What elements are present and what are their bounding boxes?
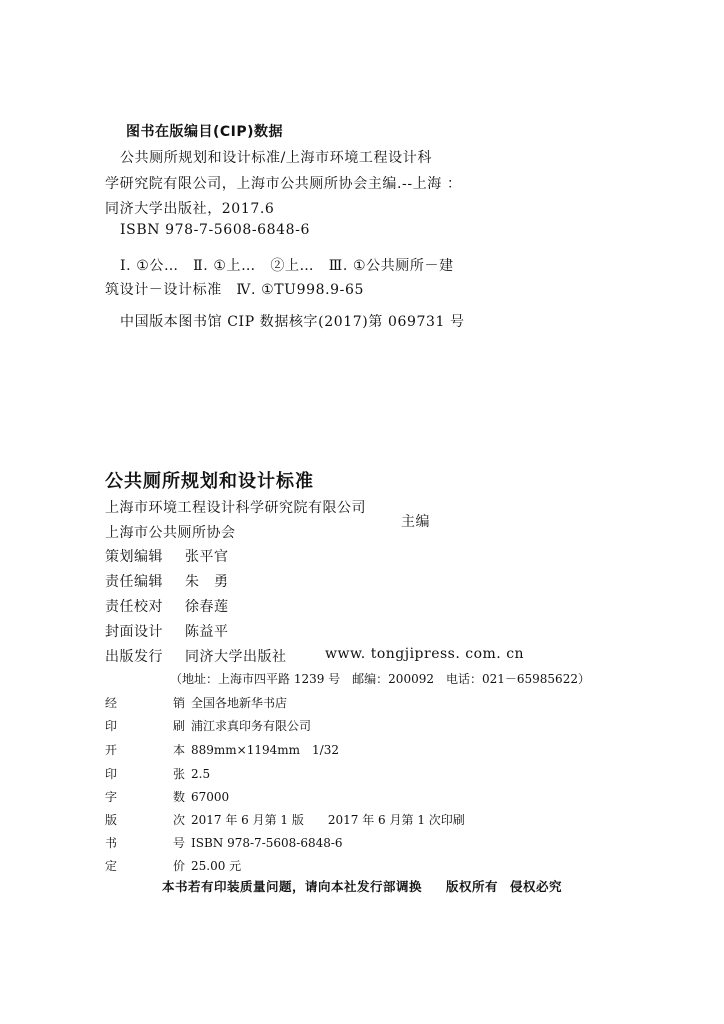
publisher-row — [105, 646, 287, 666]
spec-label-2: 本 — [173, 743, 186, 757]
publisher-label: 出版发行 — [105, 649, 163, 665]
spec-row — [105, 834, 343, 851]
credit-row — [105, 596, 229, 616]
spec-value: 全国各地新华书店 — [191, 696, 288, 710]
spec-label-1: 印 — [105, 767, 118, 781]
editor-1: 上海市环境工程设计科学研究院有限公司 — [105, 500, 366, 516]
publisher-address: （地址：上海市四平路 1239 号 邮编：200092 电话：021－65985622） — [170, 672, 590, 686]
spec-row — [105, 741, 339, 758]
publisher-website: www. tongjipress. com. cn — [325, 646, 525, 662]
cip-line-2: 学研究院有限公司，上海市公共厕所协会主编.--上海 ： — [105, 176, 462, 192]
spec-label-2: 价 — [173, 859, 186, 873]
spec-label-1: 开 — [105, 743, 118, 757]
credit-label: 责任校对 — [105, 599, 163, 615]
spec-label-1: 字 — [105, 790, 118, 804]
credit-value: 陈益平 — [185, 624, 229, 640]
spec-row — [105, 811, 465, 828]
cip-line-6: 筑设计－设计标准 Ⅳ. ①TU998.9-65 — [105, 282, 364, 298]
publisher-name: 同济大学出版社 — [185, 649, 287, 665]
book-title: 公共厕所规划和设计标准 — [105, 471, 314, 492]
credit-label: 责任编辑 — [105, 574, 163, 590]
spec-label-1: 版 — [105, 813, 118, 827]
cip-number-line: 中国版本图书馆 CIP 数据核字(2017)第 069731 号 — [120, 314, 465, 330]
credit-row — [105, 571, 229, 591]
spec-label-2: 次 — [173, 813, 186, 827]
spec-row — [105, 694, 287, 711]
rights-reserved: 版权所有 — [446, 879, 499, 894]
cip-line-3: 同济大学出版社，2017.6 — [105, 201, 275, 217]
spec-label-2: 号 — [173, 836, 186, 850]
credit-value: 朱 勇 — [185, 574, 229, 590]
spec-row — [105, 788, 229, 805]
credit-row — [105, 621, 229, 641]
spec-label-2: 数 — [173, 790, 186, 804]
spec-value: 67000 — [191, 790, 230, 804]
cip-heading: 图书在版编目(CIP)数据 — [126, 124, 284, 140]
spec-label-1: 经 — [105, 696, 118, 710]
spec-value: 2.5 — [191, 767, 211, 781]
spec-label-2: 刷 — [173, 719, 186, 733]
quality-notice: 本书若有印装质量问题，请向本社发行部调换 — [162, 879, 423, 894]
spec-label-2: 张 — [173, 767, 186, 781]
spec-row — [105, 765, 210, 782]
editor-role: 主编 — [401, 514, 430, 530]
credit-value: 张平官 — [185, 549, 229, 565]
spec-row — [105, 717, 311, 734]
editor-2: 上海市公共厕所协会 — [105, 525, 236, 541]
spec-value: ISBN 978-7-5608-6848-6 — [191, 836, 343, 850]
spec-label-1: 定 — [105, 859, 118, 873]
spec-row — [105, 857, 241, 874]
cip-line-4: ISBN 978-7-5608-6848-6 — [120, 222, 311, 238]
credit-value: 徐春莲 — [185, 599, 229, 615]
cip-line-1: 公共厕所规划和设计标准/上海市环境工程设计科 — [120, 150, 432, 166]
credit-label: 策划编辑 — [105, 549, 163, 565]
spec-value: 889mm×1194mm 1/32 — [191, 743, 339, 757]
piracy-warning: 侵权必究 — [510, 879, 563, 894]
spec-value: 浦江求真印务有限公司 — [191, 719, 312, 733]
spec-label-2: 销 — [173, 696, 186, 710]
spec-value: 2017 年 6 月第 1 版 2017 年 6 月第 1 次印刷 — [191, 813, 465, 827]
spec-value: 25.00 元 — [191, 859, 242, 873]
footer-notice — [162, 877, 562, 895]
cip-line-5: Ⅰ. ①公… Ⅱ. ①上… ②上… Ⅲ. ①公共厕所－建 — [120, 258, 454, 274]
spec-label-1: 书 — [105, 836, 118, 850]
credit-label: 封面设计 — [105, 624, 163, 640]
credit-row — [105, 546, 229, 566]
spec-label-1: 印 — [105, 719, 118, 733]
